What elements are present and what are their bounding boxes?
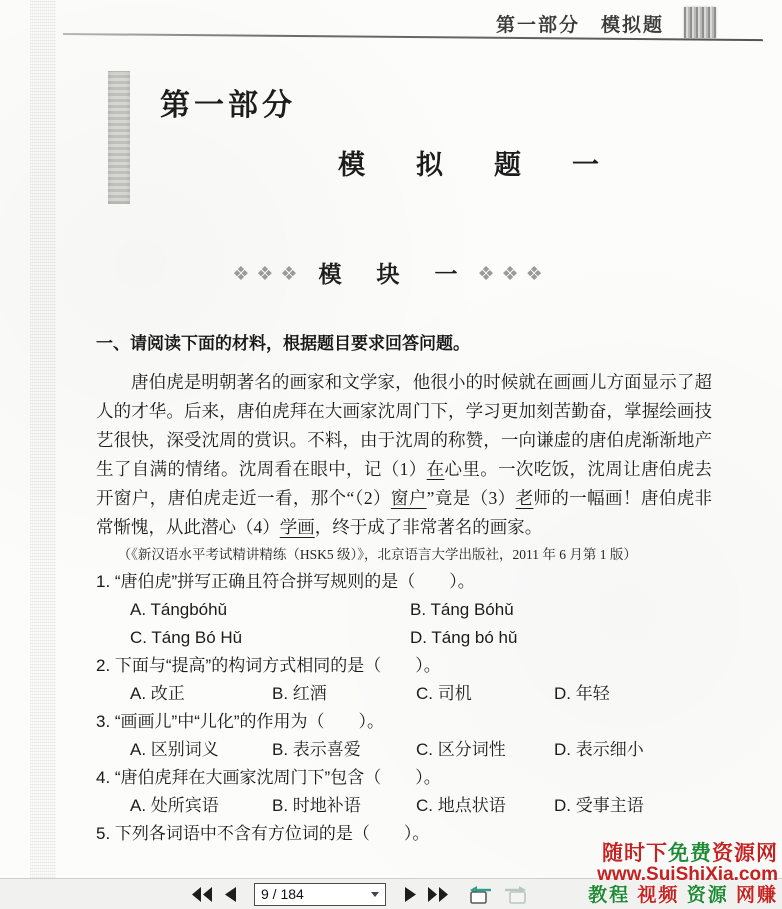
option-c: C. 司机 xyxy=(416,684,472,703)
previous-view-icon xyxy=(467,883,493,905)
question-4 xyxy=(96,764,712,820)
option-b: B. Táng Bóhǔ xyxy=(410,600,514,619)
diamond-decoration-right: ❖❖❖ xyxy=(477,264,550,285)
option-b: B. 红酒 xyxy=(272,684,327,703)
question-2 xyxy=(96,652,712,708)
paper-title: 模 拟 题 一 xyxy=(338,150,611,180)
first-page-button[interactable] xyxy=(188,881,216,907)
first-page-icon xyxy=(192,887,213,902)
question-stem: 1. “唐伯虎”拼写正确且符合拼写规则的是（ ）。 xyxy=(96,572,475,591)
module-title: 模 块 一 xyxy=(318,262,464,287)
reading-passage: 唐伯虎是明朝著名的画家和文学家，他很小的时候就在画画儿方面显示了超人的才华。后来，唐伯虎拜在大画家沈周门下，学习更加刻苦勤奋，掌握绘画技艺很快，深受沈周的赏识。不料，由于沈周的称赞，一向谦虚的唐伯虎渐渐地产生了自满的情绪。沈周看在眼中，记（1）在心里。一次吃饭，沈周让唐伯虎去开窗户，唐伯虎走近一看，那个“（2）窗户”竟是（3）老师的一幅画！唐伯虎非常惭愧，从此潜心（4）学画，终于成了非常著名的画家。 xyxy=(96,372,713,537)
part-title: 第一部分 xyxy=(160,89,296,122)
option-a: A. Tángbóhǔ xyxy=(130,600,228,619)
question-options xyxy=(130,680,712,708)
option-b: B. 时地补语 xyxy=(272,796,361,815)
site-watermark xyxy=(588,842,778,907)
diamond-decoration-left: ❖❖❖ xyxy=(232,264,305,285)
last-page-button[interactable] xyxy=(424,881,452,907)
question-options xyxy=(130,596,712,652)
option-d: D. 受事主语 xyxy=(554,796,644,815)
watermark-tagline: 教程 视频 资源 网赚 xyxy=(588,885,778,907)
question-options xyxy=(130,792,712,820)
previous-page-button[interactable] xyxy=(216,881,244,907)
next-page-icon xyxy=(405,887,416,902)
running-header-title: 第一部分 模拟题 xyxy=(495,15,664,36)
next-page-button[interactable] xyxy=(396,881,424,907)
source-citation: （《新汉语水平考试精讲精练（HSK5 级）》，北京语言大学出版社，2011 年 6 月第 1 版） xyxy=(117,547,637,562)
watermark-url: www.SuiShiXia.com xyxy=(597,864,778,886)
question-3 xyxy=(96,708,712,764)
page-indicator: 9 / 184 xyxy=(261,886,304,902)
previous-view-button[interactable] xyxy=(466,881,494,907)
option-c: C. 区分词性 xyxy=(416,740,506,759)
header-bars-icon xyxy=(684,7,716,38)
watermark-title: 随时下免费资源网 xyxy=(602,842,778,866)
option-d: D. 表示细小 xyxy=(554,740,644,759)
option-d: D. 年轻 xyxy=(554,684,610,703)
next-view-icon xyxy=(503,883,529,905)
document-content xyxy=(96,330,712,848)
section-heading: 一、请阅读下面的材料，根据题目要求回答问题。 xyxy=(96,334,470,353)
question-stem: 3. “画画儿”中“儿化”的作用为（ ）。 xyxy=(96,712,385,731)
scan-binding-noise xyxy=(30,0,56,878)
module-title-row xyxy=(0,256,782,289)
page-number-input[interactable] xyxy=(254,883,386,906)
next-view-button[interactable] xyxy=(502,881,530,907)
question-1 xyxy=(96,568,712,652)
option-c: C. Táng Bó Hǔ xyxy=(130,628,243,647)
option-d: D. Táng bó hǔ xyxy=(410,628,518,647)
previous-page-icon xyxy=(225,887,236,902)
question-stem: 4. “唐伯虎拜在大画家沈周门下”包含（ ）。 xyxy=(96,768,441,787)
question-stem: 2. 下面与“提高”的构词方式相同的是（ ）。 xyxy=(96,656,441,675)
question-options xyxy=(130,736,712,764)
question-stem: 5. 下列各词语中不含有方位词的是（ ）。 xyxy=(96,824,430,843)
option-a: A. 处所宾语 xyxy=(130,796,219,815)
option-a: A. 改正 xyxy=(130,684,185,703)
option-c: C. 地点状语 xyxy=(416,796,506,815)
page-dropdown-caret-icon[interactable] xyxy=(371,892,379,897)
part-title-bar-decoration xyxy=(108,71,130,204)
option-a: A. 区别词义 xyxy=(130,740,219,759)
option-b: B. 表示喜爱 xyxy=(272,740,361,759)
last-page-icon xyxy=(428,887,449,902)
